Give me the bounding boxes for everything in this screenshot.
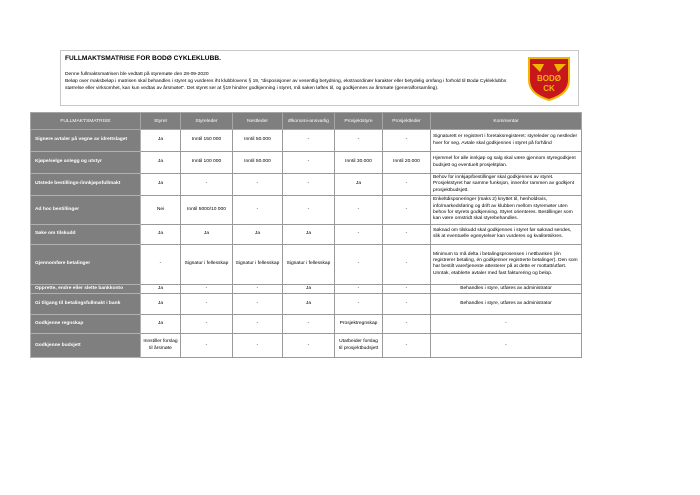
row-label: Opprette, endre eller slette bankkonto: [31, 284, 141, 293]
comment-cell: Behov for innkjøp/bestillinger skal godkjennes av styret. Prosjektstyret har samme funksjon, innenfor rammen av godkjent prosjektbudsjett.: [431, 174, 582, 196]
table-row: [31, 130, 582, 152]
table-cell: Ja: [181, 224, 233, 244]
document-header: [60, 50, 579, 106]
table-cell: Ja: [283, 294, 335, 315]
table-cell: Ja: [233, 224, 283, 244]
table-cell: -: [335, 224, 383, 244]
logo-text-bottom: CK: [543, 84, 555, 93]
table-row: [31, 294, 582, 315]
table-cell: -: [383, 294, 431, 315]
comment-cell: Søknad om tilskudd skal godkjennes i styret før søknad sendes, slik at eventuelle egenytelser kan vurderes og kvalitetsikres.: [431, 224, 582, 244]
table-cell: Inntil 5000/10 000: [181, 196, 233, 225]
table-cell: -: [283, 174, 335, 196]
table-cell: -: [283, 152, 335, 174]
comment-cell: Behandles i styre, utføres av administrator: [431, 294, 582, 315]
table-row: [31, 284, 582, 293]
table-cell: Prosjektregnskap: [335, 315, 383, 334]
comment-cell: Behandles i styre, utføres av administrator: [431, 284, 582, 293]
table-cell: Inntil 50.000: [233, 152, 283, 174]
table-cell: -: [181, 334, 233, 358]
table-cell: Innstiller forslag til årsmøte: [141, 334, 181, 358]
row-label: Gi tilgang til betalingsfullmakt i bank: [31, 294, 141, 315]
table-row: [31, 334, 582, 358]
table-cell: -: [383, 244, 431, 284]
table-cell: -: [335, 294, 383, 315]
table-cell: -: [233, 174, 283, 196]
table-cell: Ja: [141, 294, 181, 315]
club-logo: [526, 54, 572, 102]
column-header: Prosjektstyre: [335, 113, 383, 130]
table-cell: Signatur i fellesskap: [283, 244, 335, 284]
table-cell: Inntil 100 000: [181, 152, 233, 174]
table-cell: -: [233, 315, 283, 334]
document-title: FULLMAKTSMATRISE FOR BODØ CYKLEKLUBB.: [65, 55, 221, 62]
comment-cell: Enkeltdisponeringer (maks 2) knyttet til, henholdsvis, info/markedsføring og drift av klubben mellom styremøter uten behov for styrets godkjenning. Styret orienteres. Bestillinger som kan være omstridt skal styrebehandles.: [431, 196, 582, 225]
table-cell: -: [335, 284, 383, 293]
row-label: Søke om tilskudd: [31, 224, 141, 244]
table-cell: -: [383, 284, 431, 293]
table-row: [31, 174, 582, 196]
column-header: Nestleder: [233, 113, 283, 130]
table-row: [31, 244, 582, 284]
comment-cell: -: [431, 334, 582, 358]
column-header: FULLMAKTSMATRISE: [31, 113, 141, 130]
row-label: Ad hoc bestillinger: [31, 196, 141, 225]
table-cell: -: [383, 334, 431, 358]
table-cell: -: [181, 315, 233, 334]
comment-cell: Hjemmel for alle innkjøp og salg skal være gjennom styregodkjent budsjett og eventuelt prosjektplan.: [431, 152, 582, 174]
row-label: Gjennomføre betalinger: [31, 244, 141, 284]
table-cell: -: [383, 196, 431, 225]
intro-limit-paragraph: Beløp over maksbeløp i matrisen skal behandles i styret og vurderes iht klubblovens § 19, "disposisjoner av vesentlig betydning, ekstraordinær karakter eller betydelig omfang i forhold til Bodø Cykleklubbs størrelse eller virksomhet, kan kun vedtas av årsmøtet". Det styret ser at §19 hindrer godkjenning i styret, må saken løftes til, og godkjennes av årsmøte (generalforsamling).: [65, 78, 507, 91]
table-cell: Ja: [335, 174, 383, 196]
logo-text-top: BODØ: [537, 74, 561, 83]
authority-matrix-table: [30, 112, 582, 358]
table-row: [31, 315, 582, 334]
table-cell: Ja: [141, 315, 181, 334]
table-cell: -: [181, 284, 233, 293]
column-header: Økonomi-ansvarlig: [283, 113, 335, 130]
intro-text: [65, 72, 510, 92]
comment-cell: Signaturett er registrert i foretaksregisteret: styreleder og nestleder hver for seg. Avtale skal godkjennes i styret på forhånd: [431, 130, 582, 152]
table-cell: -: [141, 244, 181, 284]
table-cell: Ja: [141, 284, 181, 293]
table-cell: Ja: [141, 224, 181, 244]
table-cell: Signatur i fellesskap: [181, 244, 233, 284]
table-cell: Nei: [141, 196, 181, 225]
table-cell: Utarbeider forslag til prosjektbudsjett: [335, 334, 383, 358]
table-cell: -: [283, 196, 335, 225]
row-label: Godkjenne budsjett: [31, 334, 141, 358]
table-row: [31, 224, 582, 244]
table-cell: -: [181, 294, 233, 315]
table-body: [31, 130, 582, 358]
table-cell: -: [383, 315, 431, 334]
table-cell: -: [335, 244, 383, 284]
row-label: Signere avtaler på vegne av idrettslaget: [31, 130, 141, 152]
column-header: Styret: [141, 113, 181, 130]
table-cell: -: [383, 174, 431, 196]
row-label: Godkjenne regnskap: [31, 315, 141, 334]
column-header: Styreleder: [181, 113, 233, 130]
table-cell: -: [335, 196, 383, 225]
table-row: [31, 152, 582, 174]
table-cell: Inntil 150 000: [181, 130, 233, 152]
table-cell: Ja: [141, 152, 181, 174]
table-header-row: [31, 113, 582, 130]
table-cell: Ja: [141, 130, 181, 152]
table-cell: -: [233, 196, 283, 225]
table-cell: -: [283, 130, 335, 152]
table-row: [31, 196, 582, 225]
table-cell: -: [283, 315, 335, 334]
table-cell: Ja: [283, 284, 335, 293]
table-cell: -: [233, 294, 283, 315]
table-cell: -: [383, 130, 431, 152]
row-label: Kjøpe/selge anlegg og utstyr: [31, 152, 141, 174]
table-cell: Inntil 30.000: [335, 152, 383, 174]
table-cell: -: [233, 284, 283, 293]
comment-cell: -: [431, 315, 582, 334]
table-cell: -: [283, 334, 335, 358]
row-label: Utstede bestillings-/innkjøpsfullmakt: [31, 174, 141, 196]
table-cell: Inntil 50.000: [233, 130, 283, 152]
intro-adopted-line: Denne fullmaktsmatrisen ble vedtatt på styremøte den 28-09-2020: [65, 72, 209, 77]
column-header: Kommentar: [431, 113, 582, 130]
table-cell: Signatur i fellesskap: [233, 244, 283, 284]
table-cell: -: [335, 130, 383, 152]
table-cell: Ja: [283, 224, 335, 244]
column-header: Prosjektleder: [383, 113, 431, 130]
table-cell: -: [181, 174, 233, 196]
table-cell: -: [233, 334, 283, 358]
table-cell: Inntil 20.000: [383, 152, 431, 174]
table-cell: Ja: [141, 174, 181, 196]
table-cell: -: [383, 224, 431, 244]
comment-cell: Minimum to må delta i betalingsprosessen i nettbanken (én registrerer betaling, én godkjenner registrerte betalinger). Den som har bestilt vare/tjeneste attesterer på at dette er mottatt/utført. Unntak, etablerte avtaler med fast fakturering og belop.: [431, 244, 582, 284]
